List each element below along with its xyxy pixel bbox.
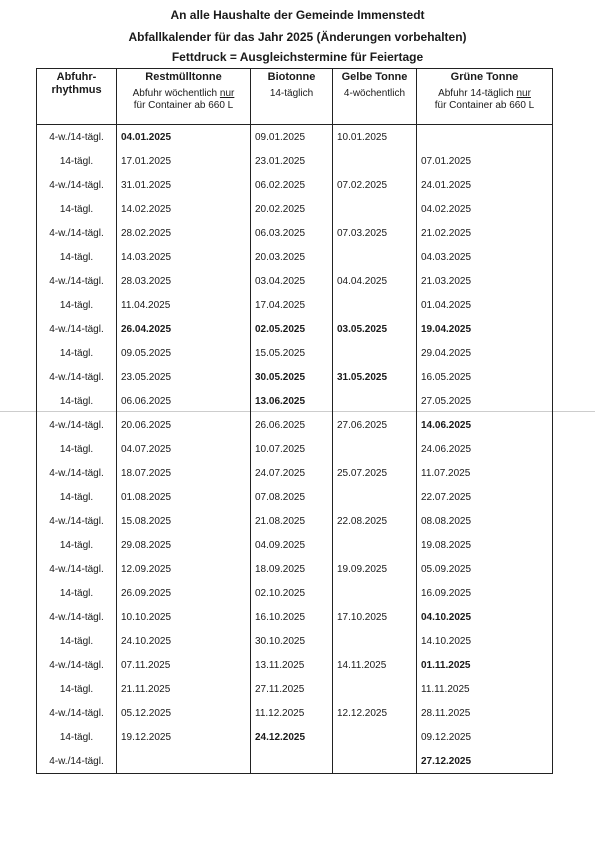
gruene-tonne-date: 24.01.2025 (417, 173, 553, 197)
gruene-tonne-date: 09.12.2025 (417, 725, 553, 749)
rhythm-cell: 14-tägl. (37, 437, 117, 461)
biotonne-date: 02.05.2025 (251, 317, 333, 341)
gelbe-tonne-date: 27.06.2025 (333, 413, 417, 437)
column-header-gelbe-tonne (333, 69, 417, 125)
gruene-tonne-date: 16.09.2025 (417, 581, 553, 605)
table-row (37, 245, 553, 269)
biotonne-date: 04.09.2025 (251, 533, 333, 557)
biotonne-date: 18.09.2025 (251, 557, 333, 581)
table-row (37, 749, 553, 774)
gelbe-tonne-date: 22.08.2025 (333, 509, 417, 533)
gelbe-tonne-date: 14.11.2025 (333, 653, 417, 677)
restmuell-date: 05.12.2025 (117, 701, 251, 725)
restmuell-date: 31.01.2025 (117, 173, 251, 197)
table-row (37, 149, 553, 173)
rhythm-cell: 4-w./14-tägl. (37, 365, 117, 389)
gruene-tonne-date: 04.03.2025 (417, 245, 553, 269)
restmuell-date: 06.06.2025 (117, 389, 251, 413)
table-row (37, 365, 553, 389)
rhythm-cell: 4-w./14-tägl. (37, 653, 117, 677)
table-row (37, 293, 553, 317)
rhythm-cell: 4-w./14-tägl. (37, 173, 117, 197)
heading-bold-legend: Fettdruck = Ausgleichstermine für Feiertage (171, 50, 424, 64)
gelbe-tonne-date: 04.04.2025 (333, 269, 417, 293)
biotonne-date: 06.02.2025 (251, 173, 333, 197)
gelbe-tonne-date (333, 485, 417, 509)
table-row (37, 317, 553, 341)
restmuell-date: 17.01.2025 (117, 149, 251, 173)
note-text: für Container ab 660 L (133, 100, 234, 111)
table-header-row (37, 69, 553, 125)
column-note-biotonne: 14-täglich (269, 88, 314, 99)
column-header-restmuell (117, 69, 251, 125)
column-note-restmuell (119, 88, 248, 112)
restmuell-date: 10.10.2025 (117, 605, 251, 629)
restmuell-date: 23.05.2025 (117, 365, 251, 389)
table-row (37, 437, 553, 461)
rhythm-cell: 14-tägl. (37, 533, 117, 557)
heading-calendar-title: Abfallkalender für das Jahr 2025 (Änderungen vorbehalten) (128, 30, 467, 44)
table-row (37, 725, 553, 749)
gruene-tonne-date: 07.01.2025 (417, 149, 553, 173)
gruene-tonne-date: 04.10.2025 (417, 605, 553, 629)
gruene-tonne-date (417, 125, 553, 150)
gruene-tonne-date: 14.10.2025 (417, 629, 553, 653)
rhythm-cell: 14-tägl. (37, 389, 117, 413)
biotonne-date: 26.06.2025 (251, 413, 333, 437)
biotonne-date: 24.07.2025 (251, 461, 333, 485)
biotonne-date: 23.01.2025 (251, 149, 333, 173)
rhythm-cell: 4-w./14-tägl. (37, 221, 117, 245)
table-row (37, 629, 553, 653)
table-row (37, 557, 553, 581)
column-header-biotonne (251, 69, 333, 125)
gruene-tonne-date: 21.03.2025 (417, 269, 553, 293)
biotonne-date: 27.11.2025 (251, 677, 333, 701)
column-title-rhythm: Abfuhr-rhythmus (51, 71, 102, 96)
gelbe-tonne-date (333, 677, 417, 701)
rhythm-cell: 14-tägl. (37, 149, 117, 173)
table-row (37, 485, 553, 509)
table-row (37, 197, 553, 221)
column-title-gelbe-tonne: Gelbe Tonne (341, 71, 408, 83)
biotonne-date: 21.08.2025 (251, 509, 333, 533)
table-row (37, 653, 553, 677)
gruene-tonne-date: 01.11.2025 (417, 653, 553, 677)
rhythm-cell: 4-w./14-tägl. (37, 701, 117, 725)
rhythm-cell: 4-w./14-tägl. (37, 605, 117, 629)
biotonne-date: 30.10.2025 (251, 629, 333, 653)
biotonne-date: 15.05.2025 (251, 341, 333, 365)
gelbe-tonne-date: 17.10.2025 (333, 605, 417, 629)
gruene-tonne-date: 21.02.2025 (417, 221, 553, 245)
rhythm-cell: 14-tägl. (37, 341, 117, 365)
gelbe-tonne-date: 03.05.2025 (333, 317, 417, 341)
rhythm-cell: 14-tägl. (37, 485, 117, 509)
biotonne-date: 16.10.2025 (251, 605, 333, 629)
gelbe-tonne-date (333, 389, 417, 413)
gelbe-tonne-date (333, 293, 417, 317)
gruene-tonne-date: 19.08.2025 (417, 533, 553, 557)
gelbe-tonne-date: 31.05.2025 (333, 365, 417, 389)
biotonne-date: 13.11.2025 (251, 653, 333, 677)
gelbe-tonne-date: 07.02.2025 (333, 173, 417, 197)
rhythm-cell: 4-w./14-tägl. (37, 317, 117, 341)
note-text: für Container ab 660 L (434, 100, 535, 111)
biotonne-date: 24.12.2025 (251, 725, 333, 749)
biotonne-date: 09.01.2025 (251, 125, 333, 150)
table-row (37, 581, 553, 605)
table-row (37, 173, 553, 197)
rhythm-cell: 14-tägl. (37, 629, 117, 653)
restmuell-date: 14.02.2025 (117, 197, 251, 221)
restmuell-date: 15.08.2025 (117, 509, 251, 533)
rhythm-cell: 4-w./14-tägl. (37, 413, 117, 437)
restmuell-date: 07.11.2025 (117, 653, 251, 677)
biotonne-date: 10.07.2025 (251, 437, 333, 461)
gruene-tonne-date: 27.05.2025 (417, 389, 553, 413)
biotonne-date: 06.03.2025 (251, 221, 333, 245)
gruene-tonne-date: 01.04.2025 (417, 293, 553, 317)
column-note-gruene-tonne (419, 88, 550, 112)
biotonne-date: 13.06.2025 (251, 389, 333, 413)
calendar-body (37, 125, 553, 774)
gruene-tonne-date: 05.09.2025 (417, 557, 553, 581)
gelbe-tonne-date (333, 581, 417, 605)
restmuell-date: 28.02.2025 (117, 221, 251, 245)
note-text: Abfuhr wöchentlich (132, 88, 220, 99)
rhythm-cell: 14-tägl. (37, 677, 117, 701)
biotonne-date: 07.08.2025 (251, 485, 333, 509)
gelbe-tonne-date: 12.12.2025 (333, 701, 417, 725)
biotonne-date (251, 749, 333, 774)
table-row (37, 605, 553, 629)
restmuell-date: 12.09.2025 (117, 557, 251, 581)
table-row (37, 341, 553, 365)
biotonne-date: 02.10.2025 (251, 581, 333, 605)
biotonne-date: 20.02.2025 (251, 197, 333, 221)
waste-calendar-table (36, 68, 553, 774)
table-row (37, 413, 553, 437)
heading-addressee: An alle Haushalte der Gemeinde Immenstedt (170, 8, 425, 22)
note-text: Abfuhr 14-täglich (438, 88, 517, 99)
restmuell-date: 11.04.2025 (117, 293, 251, 317)
column-title-biotonne: Biotonne (267, 71, 316, 83)
gruene-tonne-date: 22.07.2025 (417, 485, 553, 509)
gelbe-tonne-date: 25.07.2025 (333, 461, 417, 485)
biotonne-date: 20.03.2025 (251, 245, 333, 269)
gruene-tonne-date: 11.07.2025 (417, 461, 553, 485)
restmuell-date: 21.11.2025 (117, 677, 251, 701)
biotonne-date: 11.12.2025 (251, 701, 333, 725)
restmuell-date: 09.05.2025 (117, 341, 251, 365)
gruene-tonne-date: 19.04.2025 (417, 317, 553, 341)
gruene-tonne-date: 14.06.2025 (417, 413, 553, 437)
rhythm-cell: 4-w./14-tägl. (37, 269, 117, 293)
restmuell-date: 18.07.2025 (117, 461, 251, 485)
gelbe-tonne-date: 07.03.2025 (333, 221, 417, 245)
column-note-gelbe-tonne: 4-wöchentlich (343, 88, 406, 99)
gruene-tonne-date: 08.08.2025 (417, 509, 553, 533)
gelbe-tonne-date (333, 149, 417, 173)
table-row (37, 269, 553, 293)
table-row (37, 221, 553, 245)
restmuell-date: 04.01.2025 (117, 125, 251, 150)
rhythm-cell: 4-w./14-tägl. (37, 509, 117, 533)
restmuell-date: 14.03.2025 (117, 245, 251, 269)
gruene-tonne-date: 11.11.2025 (417, 677, 553, 701)
gelbe-tonne-date: 19.09.2025 (333, 557, 417, 581)
table-row (37, 701, 553, 725)
restmuell-date: 29.08.2025 (117, 533, 251, 557)
column-header-gruene-tonne (417, 69, 553, 125)
restmuell-date (117, 749, 251, 774)
gelbe-tonne-date (333, 245, 417, 269)
table-row (37, 509, 553, 533)
note-emphasis: nur (219, 88, 235, 99)
restmuell-date: 20.06.2025 (117, 413, 251, 437)
table-row (37, 125, 553, 150)
gelbe-tonne-date (333, 341, 417, 365)
column-title-restmuell: Restmülltonne (145, 71, 222, 83)
table-row (37, 533, 553, 557)
biotonne-date: 30.05.2025 (251, 365, 333, 389)
restmuell-date: 28.03.2025 (117, 269, 251, 293)
rhythm-cell: 4-w./14-tägl. (37, 461, 117, 485)
gelbe-tonne-date (333, 197, 417, 221)
gruene-tonne-date: 24.06.2025 (417, 437, 553, 461)
restmuell-date: 19.12.2025 (117, 725, 251, 749)
rhythm-cell: 14-tägl. (37, 197, 117, 221)
rhythm-cell: 14-tägl. (37, 245, 117, 269)
restmuell-date: 24.10.2025 (117, 629, 251, 653)
gelbe-tonne-date (333, 725, 417, 749)
gruene-tonne-date: 27.12.2025 (417, 749, 553, 774)
gruene-tonne-date: 28.11.2025 (417, 701, 553, 725)
column-header-rhythm (37, 69, 117, 125)
gruene-tonne-date: 04.02.2025 (417, 197, 553, 221)
rhythm-cell: 4-w./14-tägl. (37, 557, 117, 581)
restmuell-date: 26.04.2025 (117, 317, 251, 341)
gelbe-tonne-date (333, 749, 417, 774)
gelbe-tonne-date: 10.01.2025 (333, 125, 417, 150)
table-row (37, 389, 553, 413)
rhythm-cell: 4-w./14-tägl. (37, 749, 117, 774)
restmuell-date: 04.07.2025 (117, 437, 251, 461)
rhythm-cell: 14-tägl. (37, 293, 117, 317)
gruene-tonne-date: 29.04.2025 (417, 341, 553, 365)
rhythm-cell: 14-tägl. (37, 725, 117, 749)
gelbe-tonne-date (333, 437, 417, 461)
gelbe-tonne-date (333, 533, 417, 557)
table-row (37, 677, 553, 701)
rhythm-cell: 4-w./14-tägl. (37, 125, 117, 150)
column-title-gruene-tonne: Grüne Tonne (450, 71, 519, 83)
biotonne-date: 03.04.2025 (251, 269, 333, 293)
gruene-tonne-date: 16.05.2025 (417, 365, 553, 389)
gelbe-tonne-date (333, 629, 417, 653)
biotonne-date: 17.04.2025 (251, 293, 333, 317)
table-row (37, 461, 553, 485)
restmuell-date: 26.09.2025 (117, 581, 251, 605)
restmuell-date: 01.08.2025 (117, 485, 251, 509)
note-emphasis: nur (516, 88, 531, 99)
rhythm-cell: 14-tägl. (37, 581, 117, 605)
